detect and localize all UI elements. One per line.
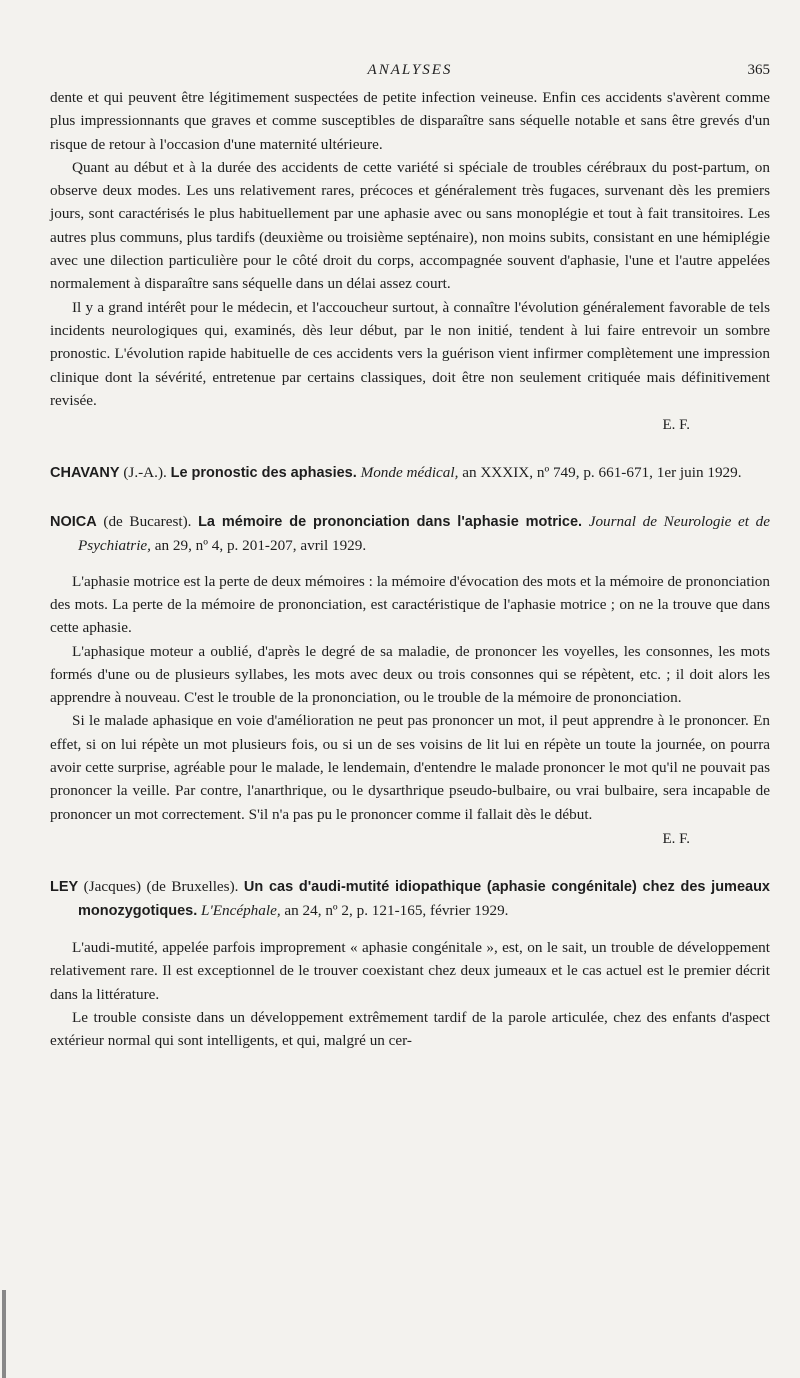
reference-journal: Monde médical,: [356, 464, 459, 482]
reference-author-detail: (J.-A.).: [119, 464, 171, 482]
section-aphasie-motrice: [50, 570, 770, 851]
paragraph: L'aphasie motrice est la perte de deux mémoires : la mémoire d'évocation des mots et la mémoire de prononciation des mots. La perte de la mémoire de prononciation, est caractéristique de l'aphasie motrice ; on ne la trouve que dans cette aphasie.: [50, 572, 770, 637]
reviewer-initials: E. F.: [662, 417, 690, 434]
reference-title: Le pronostic des aphasies.: [170, 465, 357, 482]
paragraph: Le trouble consiste dans un développement extrêmement tardif de la parole articulée, chez des enfants d'aspect extérieur normal qui sont intelligents, et qui, malgré un cer-: [50, 1008, 770, 1050]
reference-journal: L'Encéphale,: [197, 902, 281, 920]
reviewer-initials: E. F.: [662, 830, 690, 847]
reference-ley: [50, 875, 770, 924]
reference-noica: [50, 510, 770, 558]
paragraph: L'aphasique moteur a oublié, d'après le degré de sa maladie, de prononcer les voyelles, les consonnes, les mots formés d'une ou de plusieurs syllabes, les mots avec deux ou trois consonnes qui se répètent, etc. ; il doit alors les apprendre à nouveau. C'est le trouble de la prononciation, ou le trouble de la mémoire de prononciation.: [50, 642, 770, 707]
reference-title: La mémoire de prononciation dans l'aphasie motrice.: [198, 513, 583, 530]
reference-details: an XXXIX, nº 749, p. 661-671, 1er juin 1929.: [458, 464, 742, 482]
reference-title: Un cas d'audi-mutité idiopathique (aphasie congénitale) chez des jumeaux monozygotiques.: [78, 878, 770, 920]
reference-details: an 24, nº 2, p. 121-165, février 1929.: [280, 902, 509, 920]
page-edge-shadow: [2, 1290, 6, 1378]
page-header: [50, 58, 770, 86]
paragraph: Si le malade aphasique en voie d'amélioration ne peut pas prononcer un mot, il peut apprendre à le prononcer. En effet, si on lui répète un mot plusieurs fois, ou si un de ses voisins de lit lui en répète un toute la journée, on pourra avoir cette surprise, agréable pour le malade, le lendemain, d'entendre le malade prononcer le mot qu'il ne pouvait pas prononcer la veille. Par contre, l'anarthrique, ou le dysarthrique pseudo-bulbaire, ou vrai bulbaire, sera incapable de prononcer un mot correctement. S'il n'a pas pu le prononcer comme il fallait dès le début.: [50, 712, 770, 823]
reference-author-detail: (Jacques) (de Bruxelles).: [78, 877, 244, 895]
running-title: ANALYSES: [367, 62, 453, 78]
reference-details: an 29, nº 4, p. 201-207, avril 1929.: [150, 537, 367, 555]
page-number: 365: [747, 62, 770, 78]
paragraph: dente et qui peuvent être légitimement suspectées de petite infection veineuse. Enfin ces accidents s'avèrent comme plus impressionnants que graves et comme susceptibles de disparaître sans séquelle notable et sans être grevés d'un risque de retour à l'occasion d'une maternité ultérieure.: [50, 89, 770, 153]
paragraph: L'audi-mutité, appelée parfois improprement « aphasie congénitale », est, on le sait, un trouble de développement relativement rare. Il est exceptionnel de le trouver coexistant chez deux jumeaux et le cas actuel est le premier décrit dans la littérature.: [50, 938, 770, 1003]
reference-author: LEY: [50, 878, 79, 895]
paragraph: Il y a grand intérêt pour le médecin, et l'accoucheur surtout, à connaître l'évolution généralement favorable de tels incidents neurologiques qui, examinés, dès leur début, par le non initié, tendent à lui faire entrevoir un sombre pronostic. L'évolution rapide habituelle de ces accidents vers la guérison vient infirmer complètement une impression clinique dont la sévérité, entretenue par certains classiques, doit être non seulement critiquée mais définitivement revisée.: [50, 298, 770, 409]
document-page: [50, 58, 770, 1052]
reference-author: CHAVANY: [50, 465, 120, 482]
section-audi-mutite: [50, 936, 770, 1052]
reference-journal: Journal de Neurologie et de Psychiatrie,: [78, 512, 770, 555]
reference-chavany: [50, 461, 770, 486]
reference-author-detail: (de Bucarest).: [96, 512, 199, 530]
reference-author: NOICA: [50, 513, 97, 530]
section-postpartum: [50, 86, 770, 437]
paragraph: Quant au début et à la durée des accidents de cette variété si spéciale de troubles cérébraux du post-partum, on observe deux modes. Les uns relativement rares, précoces et généralement très fugaces, survenant dès les premiers jours, sont caractérisés le plus habituellement par une aphasie avec ou sans monoplégie et tout à fait transitoires. Les autres plus communs, plus tardifs (deuxième ou troisième septénaire), non moins subits, consistant en une hémiplégie avec une dilection particulière pour le côté droit du corps, accompagnée souvent d'aphasie, l'une et l'autre appelées normalement à disparaître sans séquelle dans un délai assez court.: [50, 158, 770, 293]
